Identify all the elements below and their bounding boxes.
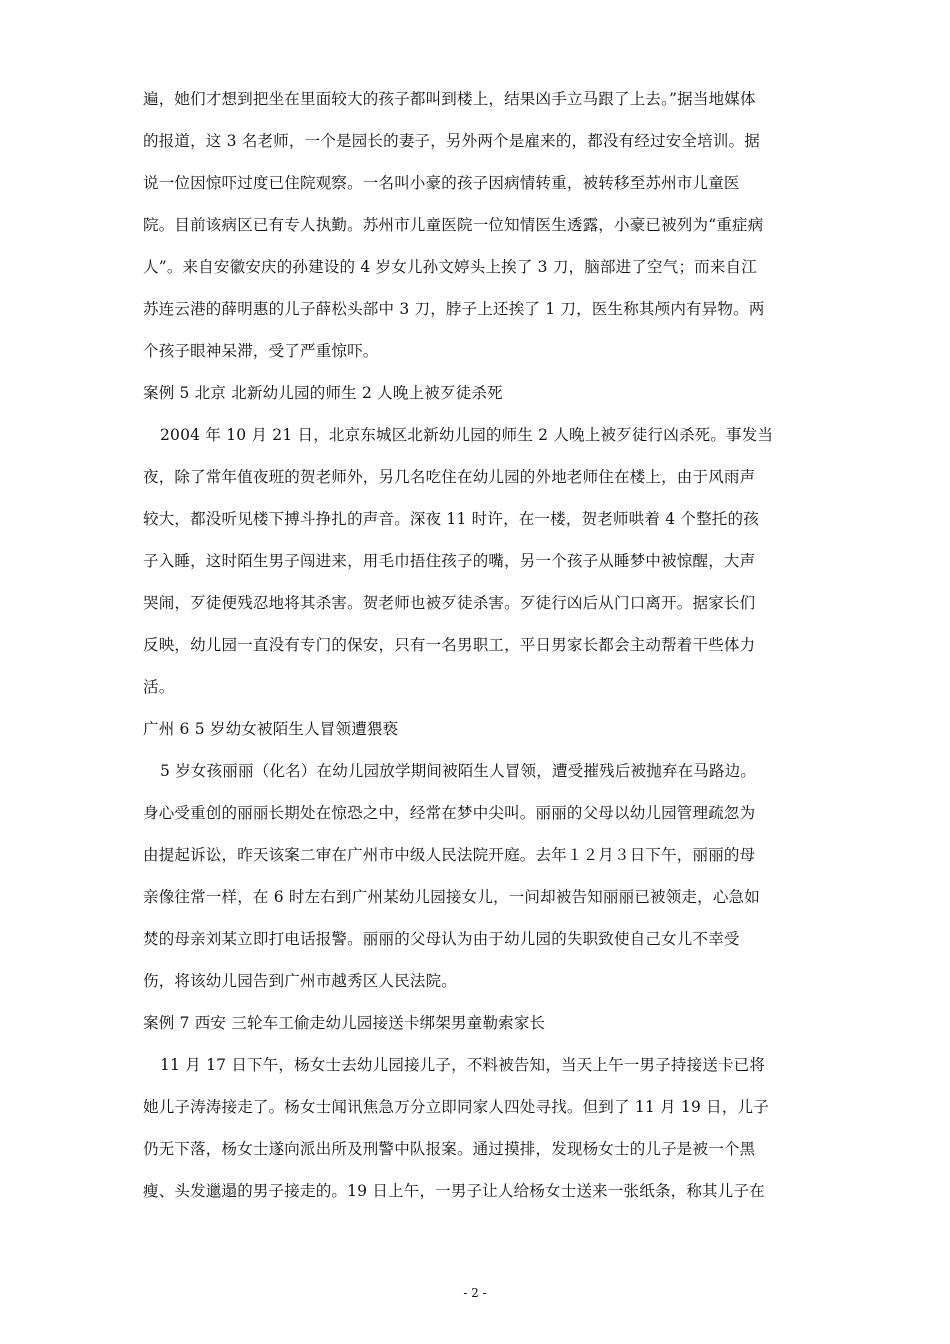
text-line: 人”。来自安徽安庆的孙建设的 4 岁女儿孙文婷头上挨了 3 刀，脑部进了空气；而来自江 — [143, 258, 757, 276]
text-line: 11 月 17 日下午，杨女士去幼儿园接儿子，不料被告知，当天上午一男子持接送卡已将 — [160, 1056, 766, 1074]
text-line: 伤，将该幼儿园告到广州市越秀区人民法院。 — [143, 972, 458, 990]
text-line: 子入睡，这时陌生男子闯进来，用毛巾捂住孩子的嘴，另一个孩子从睡梦中被惊醒，大声 — [143, 552, 756, 570]
case-6-heading: 广州 6 5 岁幼女被陌生人冒领遭猥亵 — [143, 720, 399, 738]
text-line: 焚的母亲刘某立即打电话报警。丽丽的父母认为由于幼儿园的失职致使自己女儿不幸受 — [143, 930, 740, 948]
text-line: 较大，都没听见楼下搏斗挣扎的声音。深夜 11 时许，在一楼，贺老师哄着 4 个整托的孩 — [143, 510, 759, 528]
text-line: 个孩子眼神呆滞，受了严重惊吓。 — [143, 342, 379, 360]
text-line: 院。目前该病区已有专人执勤。苏州市儿童医院一位知情医生透露，小豪已被列为“重症病 — [143, 216, 764, 234]
text-line: 反映，幼儿园一直没有专门的保安，只有一名男职工，平日男家长都会主动帮着干些体力 — [143, 636, 756, 654]
text-line: 由提起诉讼，昨天该案二审在广州市中级人民法院开庭。去年１２月３日下午，丽丽的母 — [143, 846, 756, 864]
text-line: 遍，她们才想到把坐在里面较大的孩子都叫到楼上，结果凶手立马跟了上去。”据当地媒体 — [143, 90, 756, 108]
text-line: 哭闹，歹徒便残忍地将其杀害。贺老师也被歹徒杀害。歹徒行凶后从门口离开。据家长们 — [143, 594, 756, 612]
text-line: 苏连云港的薛明惠的儿子薛松头部中 3 刀，脖子上还挨了 1 刀，医生称其颅内有异物。两 — [143, 300, 765, 318]
text-line: 说一位因惊吓过度已住院观察。一名叫小豪的孩子因病情转重，被转移至苏州市儿童医 — [143, 174, 740, 192]
text-line: 瘦、头发邋遢的男子接走的。19 日上午，一男子让人给杨女士送来一张纸条，称其儿子在 — [143, 1182, 765, 1200]
text-line: 仍无下落，杨女士遂向派出所及刑警中队报案。通过摸排，发现杨女士的儿子是被一个黑 — [143, 1140, 756, 1158]
text-line: 亲像往常一样，在 6 时左右到广州某幼儿园接女儿，一问却被告知丽丽已被领走，心急如 — [143, 888, 760, 906]
text-line: 她儿子涛涛接走了。杨女士闻讯焦急万分立即同家人四处寻找。但到了 11 月 19 日，儿子 — [143, 1098, 769, 1116]
case-7-heading: 案例 7 西安 三轮车工偷走幼儿园接送卡绑架男童勒索家长 — [143, 1014, 546, 1032]
text-line: 活。 — [143, 678, 175, 696]
text-line: 的报道，这 3 名老师，一个是园长的妻子，另外两个是雇来的，都没有经过安全培训。据 — [143, 132, 760, 150]
text-line: 夜，除了常年值夜班的贺老师外，另几名吃住在幼儿园的外地老师住在楼上，由于风雨声 — [143, 468, 756, 486]
body-text — [143, 78, 818, 1212]
text-line: 身心受重创的丽丽长期处在惊恐之中，经常在梦中尖叫。丽丽的父母以幼儿园管理疏忽为 — [143, 804, 756, 822]
page-number: - 2 - — [463, 1286, 487, 1300]
text-line: 5 岁女孩丽丽（化名）在幼儿园放学期间被陌生人冒领，遭受摧残后被抛弃在马路边。 — [160, 762, 757, 780]
case-5-heading: 案例 5 北京 北新幼儿园的师生 2 人晚上被歹徒杀死 — [143, 384, 503, 402]
text-line: 2004 年 10 月 21 日，北京东城区北新幼儿园的师生 2 人晚上被歹徒行凶杀死。事发当 — [160, 426, 774, 444]
